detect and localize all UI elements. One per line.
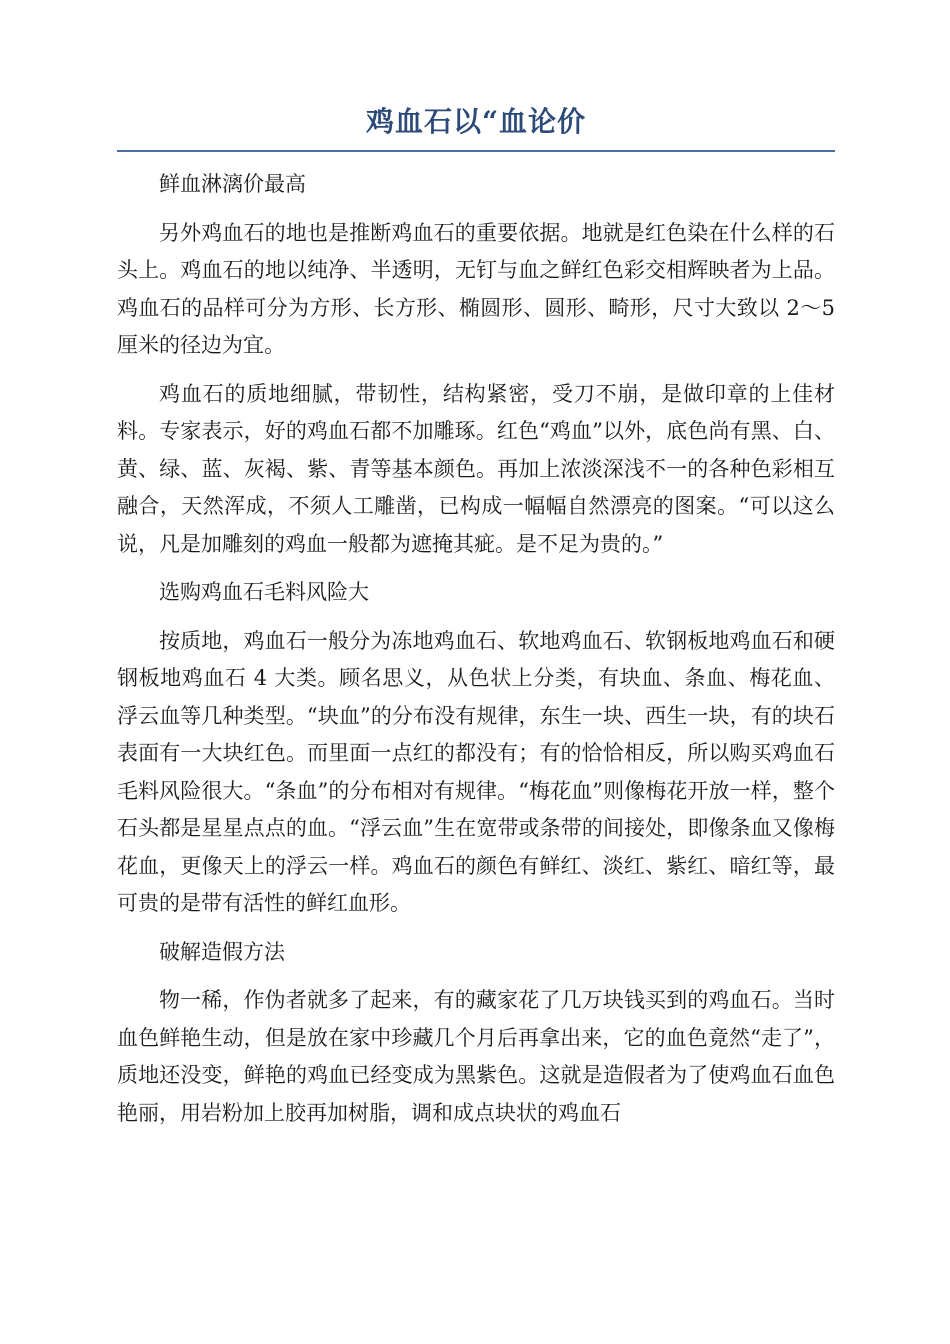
title-underline: [117, 150, 835, 152]
section-heading-1: 鲜血淋漓价最高: [159, 172, 306, 196]
document-page: [117, 100, 835, 1143]
document-title: 鸡血石以“血论价: [365, 105, 587, 138]
paragraph-2: 鸡血石的质地细腻，带韧性，结构紧密，受刀不崩，是做印章的上佳材料。专家表示，好的鸡血石都不加雕琢。红色“鸡血”以外，底色尚有黑、白、黄、绿、蓝、灰褐、紫、青等基本颜色。再加上浓淡深浅不一的各种色彩相互融合，天然浑成，不须人工雕凿，已构成一幅幅自然漂亮的图案。“可以这么说，凡是加雕刻的鸡血一般都为遮掩其疵。是不足为贵的。”: [117, 381, 835, 556]
section-heading-2: 选购鸡血石毛料风险大: [159, 580, 369, 604]
paragraph-3: 按质地，鸡血石一般分为冻地鸡血石、软地鸡血石、软钢板地鸡血石和硬钢板地鸡血石 4 大类。顾名思义，从色状上分类，有块血、条血、梅花血、浮云血等几种类型。“块血”的分布没有规律，东生一块、西生一块，有的块石表面有一大块红色。而里面一点红的都没有；有的恰恰相反，所以购买鸡血石毛料风险很大。“条血”的分布相对有规律。“梅花血”则像梅花开放一样，整个石头都是星星点点的血。“浮云血”生在宽带或条带的间接处，即像条血又像梅花血，更像天上的浮云一样。鸡血石的颜色有鲜红、淡红、紫红、暗红等，最可贵的是带有活性的鲜红血形。: [117, 628, 835, 915]
paragraph-1: 另外鸡血石的地也是推断鸡血石的重要依据。地就是红色染在什么样的石头上。鸡血石的地以纯净、半透明，无钉与血之鲜红色彩交相辉映者为上品。鸡血石的品样可分为方形、长方形、椭圆形、圆形、畸形，尺寸大致以 2～5 厘米的径边为宜。: [117, 220, 835, 357]
paragraph-4: 物一稀，作伪者就多了起来，有的藏家花了几万块钱买到的鸡血石。当时血色鲜艳生动，但是放在家中珍藏几个月后再拿出来，它的血色竟然“走了”，质地还没变，鲜艳的鸡血已经变成为黑紫色。这就是造假者为了使鸡血石血色艳丽，用岩粉加上胶再加树脂，调和成点块状的鸡血石: [117, 988, 835, 1125]
section-heading-3: 破解造假方法: [159, 939, 285, 964]
